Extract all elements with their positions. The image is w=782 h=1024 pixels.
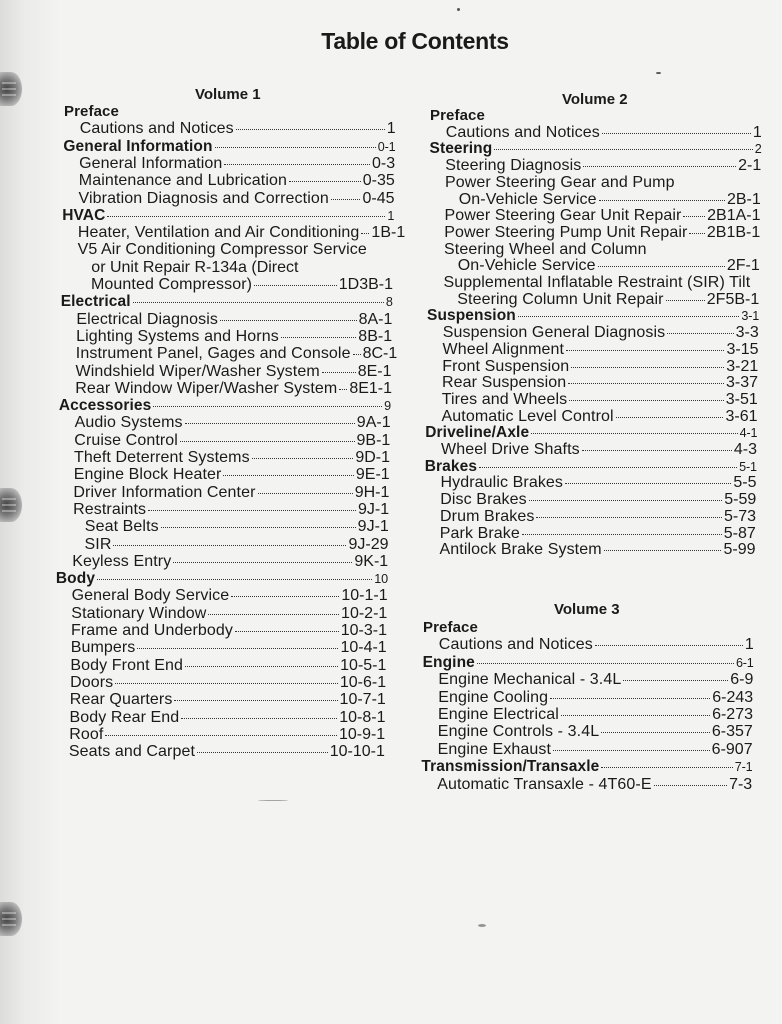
toc-entry xyxy=(70,674,386,691)
toc-entry xyxy=(446,124,762,141)
toc-entry-title: Steering Diagnosis xyxy=(445,157,582,175)
toc-entry-page: 9J-29 xyxy=(348,535,389,553)
dot-leader xyxy=(602,133,751,134)
toc-entry-title: Cruise Control xyxy=(74,431,178,449)
dot-leader xyxy=(231,596,339,597)
dot-leader xyxy=(281,337,357,338)
dot-leader xyxy=(185,666,338,667)
toc-entry-title: Engine Block Heater xyxy=(73,466,222,484)
dot-leader xyxy=(568,383,724,384)
toc-entry xyxy=(444,224,760,241)
toc-entry xyxy=(70,657,386,674)
toc-entry-title: Driver Information Center xyxy=(73,483,256,501)
toc-entry-title: Mounted Compressor) xyxy=(91,276,253,293)
scan-speck xyxy=(258,800,288,801)
scan-speck xyxy=(656,72,661,74)
toc-entry xyxy=(457,291,759,308)
toc-entry-page: 2 xyxy=(754,142,762,157)
dot-leader xyxy=(571,367,724,368)
toc-entry-title: Audio Systems xyxy=(74,414,183,432)
binder-hole-icon xyxy=(0,488,22,522)
dot-leader xyxy=(223,475,353,476)
dot-leader xyxy=(582,450,732,451)
dot-leader xyxy=(107,216,385,217)
toc-entry-page: 2F-1 xyxy=(726,257,760,275)
toc-entry-page: 3-15 xyxy=(726,340,759,358)
toc-entry-title: Lighting Systems and Horns xyxy=(76,327,279,345)
toc-entry xyxy=(79,172,395,189)
toc-entry-page: 10-6-1 xyxy=(339,673,387,691)
dot-leader xyxy=(185,423,355,424)
dot-leader xyxy=(322,372,356,373)
dot-leader xyxy=(173,562,352,563)
dot-leader xyxy=(604,550,722,551)
dot-leader xyxy=(561,715,710,716)
toc-entry-title: General Information xyxy=(79,154,223,172)
toc-entry xyxy=(438,741,753,758)
toc-entry-title: Preface xyxy=(423,619,478,636)
dot-leader xyxy=(623,680,728,681)
toc-entry xyxy=(442,391,758,408)
dot-leader xyxy=(583,166,736,167)
toc-entry-title: Brakes xyxy=(424,457,478,475)
toc-entry xyxy=(61,293,393,310)
volume-1-title: Volume 1 xyxy=(195,86,261,103)
toc-entry-page: 8E1-1 xyxy=(349,379,393,397)
toc-entry-title: Engine Electrical xyxy=(438,706,559,723)
toc-entry-title: Cautions and Notices xyxy=(438,636,593,654)
dot-leader xyxy=(115,683,338,684)
toc-entry-title: SIR xyxy=(84,535,112,553)
scan-speck xyxy=(457,8,460,11)
toc-entry-title: Body xyxy=(55,570,96,588)
dot-leader xyxy=(569,400,723,401)
toc-entry-page: 8 xyxy=(385,295,393,310)
toc-entry xyxy=(421,758,752,775)
dot-leader xyxy=(518,316,740,317)
toc-entry xyxy=(77,224,406,242)
toc-entry-page: 0-45 xyxy=(362,189,395,207)
toc-entry xyxy=(440,491,756,508)
toc-entry-title: Disc Brakes xyxy=(440,491,527,509)
toc-entry-title: Hydraulic Brakes xyxy=(440,474,564,492)
toc-entry xyxy=(59,397,391,414)
toc-entry xyxy=(76,363,392,380)
dot-leader xyxy=(236,129,385,130)
toc-entry-title: V5 Air Conditioning Compressor Service xyxy=(77,241,367,259)
dot-leader xyxy=(180,441,355,442)
toc-entry-page: 5-73 xyxy=(723,507,756,525)
toc-entry-page: 9 xyxy=(384,399,391,414)
toc-entry-title: Front Suspension xyxy=(442,357,570,375)
toc-entry xyxy=(444,274,760,291)
toc-entry-title: Electrical Diagnosis xyxy=(76,310,218,328)
dot-leader xyxy=(595,645,743,646)
toc-entry-page: 8E-1 xyxy=(357,362,392,380)
toc-entry xyxy=(445,207,761,224)
dot-leader xyxy=(220,320,357,321)
toc-entry-title: On-Vehicle Service xyxy=(457,257,596,275)
dot-leader xyxy=(601,732,710,733)
toc-entry-page: 6-907 xyxy=(711,740,753,758)
dot-leader xyxy=(174,700,337,701)
toc-entry-page: 2B-1 xyxy=(726,190,761,208)
volume-3-title: Volume 3 xyxy=(554,601,620,618)
dot-leader xyxy=(598,266,725,267)
dot-leader xyxy=(477,663,734,664)
toc-entry-title: Theft Deterrent Systems xyxy=(74,449,250,466)
toc-entry-title: Instrument Panel, Gages and Console xyxy=(75,345,351,363)
dot-leader xyxy=(215,147,376,148)
toc-entry xyxy=(441,441,757,458)
dot-leader xyxy=(254,285,337,286)
toc-entry-title: General Information xyxy=(63,137,213,155)
toc-entry-page: 4-3 xyxy=(733,441,757,458)
toc-entry-title: Suspension xyxy=(427,307,516,325)
toc-entry-page: 6-9 xyxy=(730,671,754,689)
toc-entry xyxy=(71,622,387,639)
toc-entry xyxy=(71,639,387,656)
toc-entry-title: Electrical xyxy=(60,293,131,311)
dot-leader xyxy=(667,333,733,334)
dot-leader xyxy=(289,181,361,182)
dot-leader xyxy=(683,216,705,217)
toc-entry xyxy=(440,525,756,542)
toc-entry-title: Preface xyxy=(64,103,119,120)
toc-entry-title: Supplemental Inflatable Restraint (SIR) Tilt xyxy=(443,274,751,291)
toc-entry xyxy=(74,432,390,449)
binder-hole-icon xyxy=(0,72,22,106)
toc-entry-page: 4-1 xyxy=(739,426,758,441)
toc-entry xyxy=(56,570,388,587)
dot-leader xyxy=(339,389,347,390)
toc-entry-page: 2F5B-1 xyxy=(706,290,760,308)
toc-entry-title: Frame and Underbody xyxy=(71,622,233,639)
toc-entry-page: 10-7-1 xyxy=(339,691,386,709)
toc-entry-page: 9H-1 xyxy=(354,483,390,501)
toc-entry xyxy=(438,706,753,723)
toc-entry-page: 5-5 xyxy=(733,474,757,492)
dot-leader xyxy=(550,698,710,699)
toc-entry-page: 10-4-1 xyxy=(340,639,387,657)
toc-entry-page: 6-243 xyxy=(712,688,754,706)
toc-entry xyxy=(430,107,762,124)
toc-entry-page: 3-37 xyxy=(725,374,758,392)
toc-entry-page: 1D3B-1 xyxy=(338,276,393,293)
toc-entry xyxy=(445,157,761,174)
toc-entry-page: 5-59 xyxy=(724,491,757,509)
toc-entry xyxy=(441,474,757,491)
toc-entry-title: Stationary Window xyxy=(71,604,207,622)
toc-entry-title: Drum Brakes xyxy=(440,507,535,525)
toc-entry-page: 6-273 xyxy=(712,706,753,723)
dot-leader xyxy=(258,493,353,494)
dot-leader xyxy=(148,510,356,511)
toc-entry-title: Power Steering Pump Unit Repair xyxy=(444,223,688,241)
dot-leader xyxy=(479,467,737,468)
toc-entry-page: 9B-1 xyxy=(356,431,391,449)
toc-entry-page: 6-357 xyxy=(711,723,753,741)
toc-entry-page: 10-1-1 xyxy=(341,587,388,605)
toc-entry-page: 7-3 xyxy=(729,775,753,793)
toc-entry-title: Seats and Carpet xyxy=(68,743,196,761)
toc-entry xyxy=(75,345,398,363)
toc-entry-title: Keyless Entry xyxy=(72,552,172,570)
dot-leader xyxy=(181,718,337,719)
toc-entry-page: 5-87 xyxy=(723,524,756,542)
toc-entry xyxy=(72,553,388,570)
toc-entry-title: Automatic Transaxle - 4T60-E xyxy=(437,775,652,793)
toc-entry-page: 6-1 xyxy=(735,655,754,670)
toc-entry-title: Steering xyxy=(429,140,493,158)
dot-leader xyxy=(529,500,723,501)
toc-entry xyxy=(423,619,754,636)
toc-entry xyxy=(459,191,761,208)
toc-entry xyxy=(439,636,754,653)
dot-leader xyxy=(208,614,339,615)
toc-entry xyxy=(444,241,760,258)
dot-leader xyxy=(153,406,382,407)
toc-entry-title: Antilock Brake System xyxy=(439,541,602,559)
dot-leader xyxy=(105,735,337,736)
toc-entry xyxy=(64,103,396,120)
toc-entry-title: Vibration Diagnosis and Correction xyxy=(78,189,329,207)
toc-entry-page: 9J-1 xyxy=(357,518,389,536)
toc-entry-title: Body Front End xyxy=(70,656,183,674)
toc-entry xyxy=(80,120,396,137)
scan-speck xyxy=(478,924,486,927)
toc-entry-page: 0-35 xyxy=(362,172,395,190)
toc-entry xyxy=(440,508,756,525)
toc-entry-page: 1 xyxy=(744,636,754,654)
dot-leader xyxy=(197,752,328,753)
toc-entry-page: 3-3 xyxy=(735,324,759,342)
toc-entry-title: Doors xyxy=(70,673,114,691)
toc-entry-page: 5-1 xyxy=(739,459,757,474)
toc-entry-title: Rear Quarters xyxy=(69,691,173,709)
toc-entry-title: Wheel Alignment xyxy=(442,340,565,358)
toc-entry-page: 10 xyxy=(374,572,388,587)
dot-leader xyxy=(137,648,338,649)
toc-entry-page: 10-10-1 xyxy=(329,743,385,761)
toc-entry-title: Cautions and Notices xyxy=(445,123,600,141)
toc-entry xyxy=(438,723,753,740)
toc-entry xyxy=(69,743,385,760)
toc-entry xyxy=(458,257,760,274)
toc-entry-page: 2B1A-1 xyxy=(707,207,761,225)
dot-leader xyxy=(97,579,372,580)
toc-entry xyxy=(85,536,389,553)
toc-entry xyxy=(73,484,389,501)
toc-entry-page: 10-3-1 xyxy=(340,622,387,639)
toc-entry xyxy=(443,324,759,341)
toc-entry-title: Accessories xyxy=(58,397,152,415)
toc-entry-page: 3-1 xyxy=(741,309,759,324)
page-title: Table of Contents xyxy=(321,28,509,54)
toc-entry-page: 9D-1 xyxy=(355,449,390,466)
toc-entry xyxy=(423,654,754,671)
toc-entry xyxy=(445,174,761,191)
binder-hole-icon xyxy=(0,902,22,936)
toc-entry-page: 10-5-1 xyxy=(340,656,387,674)
toc-entry-title: Seat Belts xyxy=(84,518,159,536)
toc-entry-page: 1 xyxy=(752,123,762,141)
toc-entry xyxy=(70,691,386,708)
toc-entry-title: Engine Exhaust xyxy=(437,740,552,758)
toc-entry-page: 9J-1 xyxy=(357,500,390,518)
dot-leader xyxy=(224,164,370,165)
toc-entry xyxy=(79,190,395,207)
toc-entry xyxy=(75,414,391,431)
dot-leader xyxy=(565,483,731,484)
toc-entry-title: Transmission/Transaxle xyxy=(421,758,600,776)
toc-entry xyxy=(76,328,392,345)
toc-entry-title: Driveline/Axle xyxy=(425,424,530,442)
toc-entry-title: Cautions and Notices xyxy=(79,120,234,138)
toc-entry-page: 9K-1 xyxy=(354,552,389,570)
toc-entry xyxy=(442,358,758,375)
toc-entry-title: Wheel Drive Shafts xyxy=(441,441,580,458)
dot-leader xyxy=(601,767,732,768)
toc-entry xyxy=(425,458,757,475)
toc-entry-page: 8C-1 xyxy=(362,345,398,363)
toc-entry-page: 9E-1 xyxy=(355,466,390,484)
toc-entry-title: General Body Service xyxy=(71,587,230,605)
toc-entry xyxy=(438,689,753,706)
toc-entry-title: Engine xyxy=(422,653,475,671)
toc-entry-page: 10-2-1 xyxy=(341,604,388,622)
dot-leader xyxy=(599,200,725,201)
toc-entry-title: Windshield Wiper/Washer System xyxy=(75,362,320,380)
toc-entry-title: Body Rear End xyxy=(69,708,180,726)
toc-entry xyxy=(74,449,390,466)
toc-entry: or Unit Repair R-134a (Direct xyxy=(91,258,299,276)
toc-entry xyxy=(85,518,389,535)
toc-entry xyxy=(70,709,386,726)
toc-entry-title: Preface xyxy=(430,107,485,124)
toc-entry-title: Engine Controls - 3.4L xyxy=(437,723,600,741)
toc-entry-page: 0-1 xyxy=(377,139,396,154)
toc-entry-title: Engine Cooling xyxy=(438,688,549,706)
toc-entry-page: 5-99 xyxy=(723,541,756,559)
toc-entry-page: 1B-1 xyxy=(371,224,406,242)
toc-entry-page: 10-9-1 xyxy=(338,725,386,743)
toc-entry-title: On-Vehicle Service xyxy=(458,190,597,208)
dot-leader xyxy=(616,417,724,418)
dot-leader xyxy=(654,785,727,786)
toc-entry xyxy=(78,241,394,258)
toc-entry xyxy=(74,466,390,483)
dot-leader xyxy=(235,631,339,632)
dot-leader xyxy=(113,545,346,546)
toc-entry-page: 1 xyxy=(386,120,396,138)
toc-entry-title: Automatic Level Control xyxy=(441,407,614,425)
toc-entry-page: 2B1B-1 xyxy=(706,223,761,241)
dot-leader xyxy=(353,354,361,355)
dot-leader xyxy=(361,233,369,234)
dot-leader xyxy=(331,199,361,200)
toc-entry xyxy=(75,380,391,397)
toc-entry-title: Restraints xyxy=(73,500,147,518)
toc-entry-title: Power Steering Gear Unit Repair xyxy=(444,207,682,225)
toc-entry xyxy=(438,671,753,688)
toc-entry xyxy=(443,341,759,358)
toc-entry-page: 0-3 xyxy=(371,154,396,172)
toc-entry xyxy=(442,374,758,391)
toc-entry xyxy=(425,424,757,441)
toc-entry xyxy=(72,587,388,604)
toc-entry-page: 8B-1 xyxy=(358,327,393,345)
dot-leader xyxy=(531,433,737,434)
toc-entry-title: Heater, Ventilation and Air Conditioning xyxy=(77,224,360,242)
toc-entry xyxy=(430,140,762,157)
dot-leader xyxy=(133,302,384,303)
toc-entry-title: Engine Mechanical - 3.4L xyxy=(438,671,622,689)
toc-entry xyxy=(427,307,759,324)
toc-entry xyxy=(69,726,385,743)
dot-leader xyxy=(689,233,704,234)
toc-entry xyxy=(442,408,758,425)
toc-entry xyxy=(76,311,392,328)
toc-entry-page: 3-51 xyxy=(725,390,758,408)
toc-entry-title: Power Steering Gear and Pump xyxy=(445,173,675,191)
toc-entry-page: 7-1 xyxy=(734,760,753,775)
toc-entry-title: Steering Wheel and Column xyxy=(444,240,647,258)
dot-leader xyxy=(252,458,354,459)
toc-entry-title: HVAC xyxy=(62,206,106,224)
toc-entry-title: Bumpers xyxy=(70,639,136,657)
toc-entry-page: 3-21 xyxy=(726,357,759,375)
toc-entry-page: 2-1 xyxy=(738,157,762,175)
volume-2-title: Volume 2 xyxy=(562,91,628,108)
dot-leader xyxy=(161,527,356,528)
toc-entry xyxy=(62,207,394,224)
toc-entry xyxy=(437,776,752,793)
toc-entry-page: 10-8-1 xyxy=(339,708,386,726)
toc-entry-title: Roof xyxy=(69,725,104,743)
dot-leader xyxy=(666,300,705,301)
dot-leader xyxy=(522,534,722,535)
toc-entry-title: Steering Column Unit Repair xyxy=(457,290,664,308)
toc-entry xyxy=(91,276,393,293)
toc-entry-page: 1 xyxy=(387,208,395,223)
dot-leader xyxy=(566,350,724,351)
toc-entry xyxy=(63,138,395,155)
dot-leader xyxy=(553,750,710,751)
toc-entry xyxy=(440,541,756,558)
toc-entry xyxy=(79,155,395,172)
toc-entry-page: 3-61 xyxy=(725,407,758,425)
dot-leader xyxy=(536,517,722,518)
toc-entry xyxy=(73,501,389,518)
toc-entry-title: Rear Window Wiper/Washer System xyxy=(75,379,338,397)
toc-entry-title: Suspension General Diagnosis xyxy=(442,324,666,342)
toc-entry-page: 9A-1 xyxy=(356,414,391,432)
toc-entry-title: Park Brake xyxy=(439,524,520,542)
toc-entry-title: Maintenance and Lubrication xyxy=(78,172,287,190)
toc-entry-page: 8A-1 xyxy=(358,310,393,328)
toc-entry-title: Tires and Wheels xyxy=(441,390,568,408)
toc-entry xyxy=(71,605,387,622)
toc-entry-title: Rear Suspension xyxy=(442,374,567,392)
dot-leader xyxy=(494,149,752,150)
